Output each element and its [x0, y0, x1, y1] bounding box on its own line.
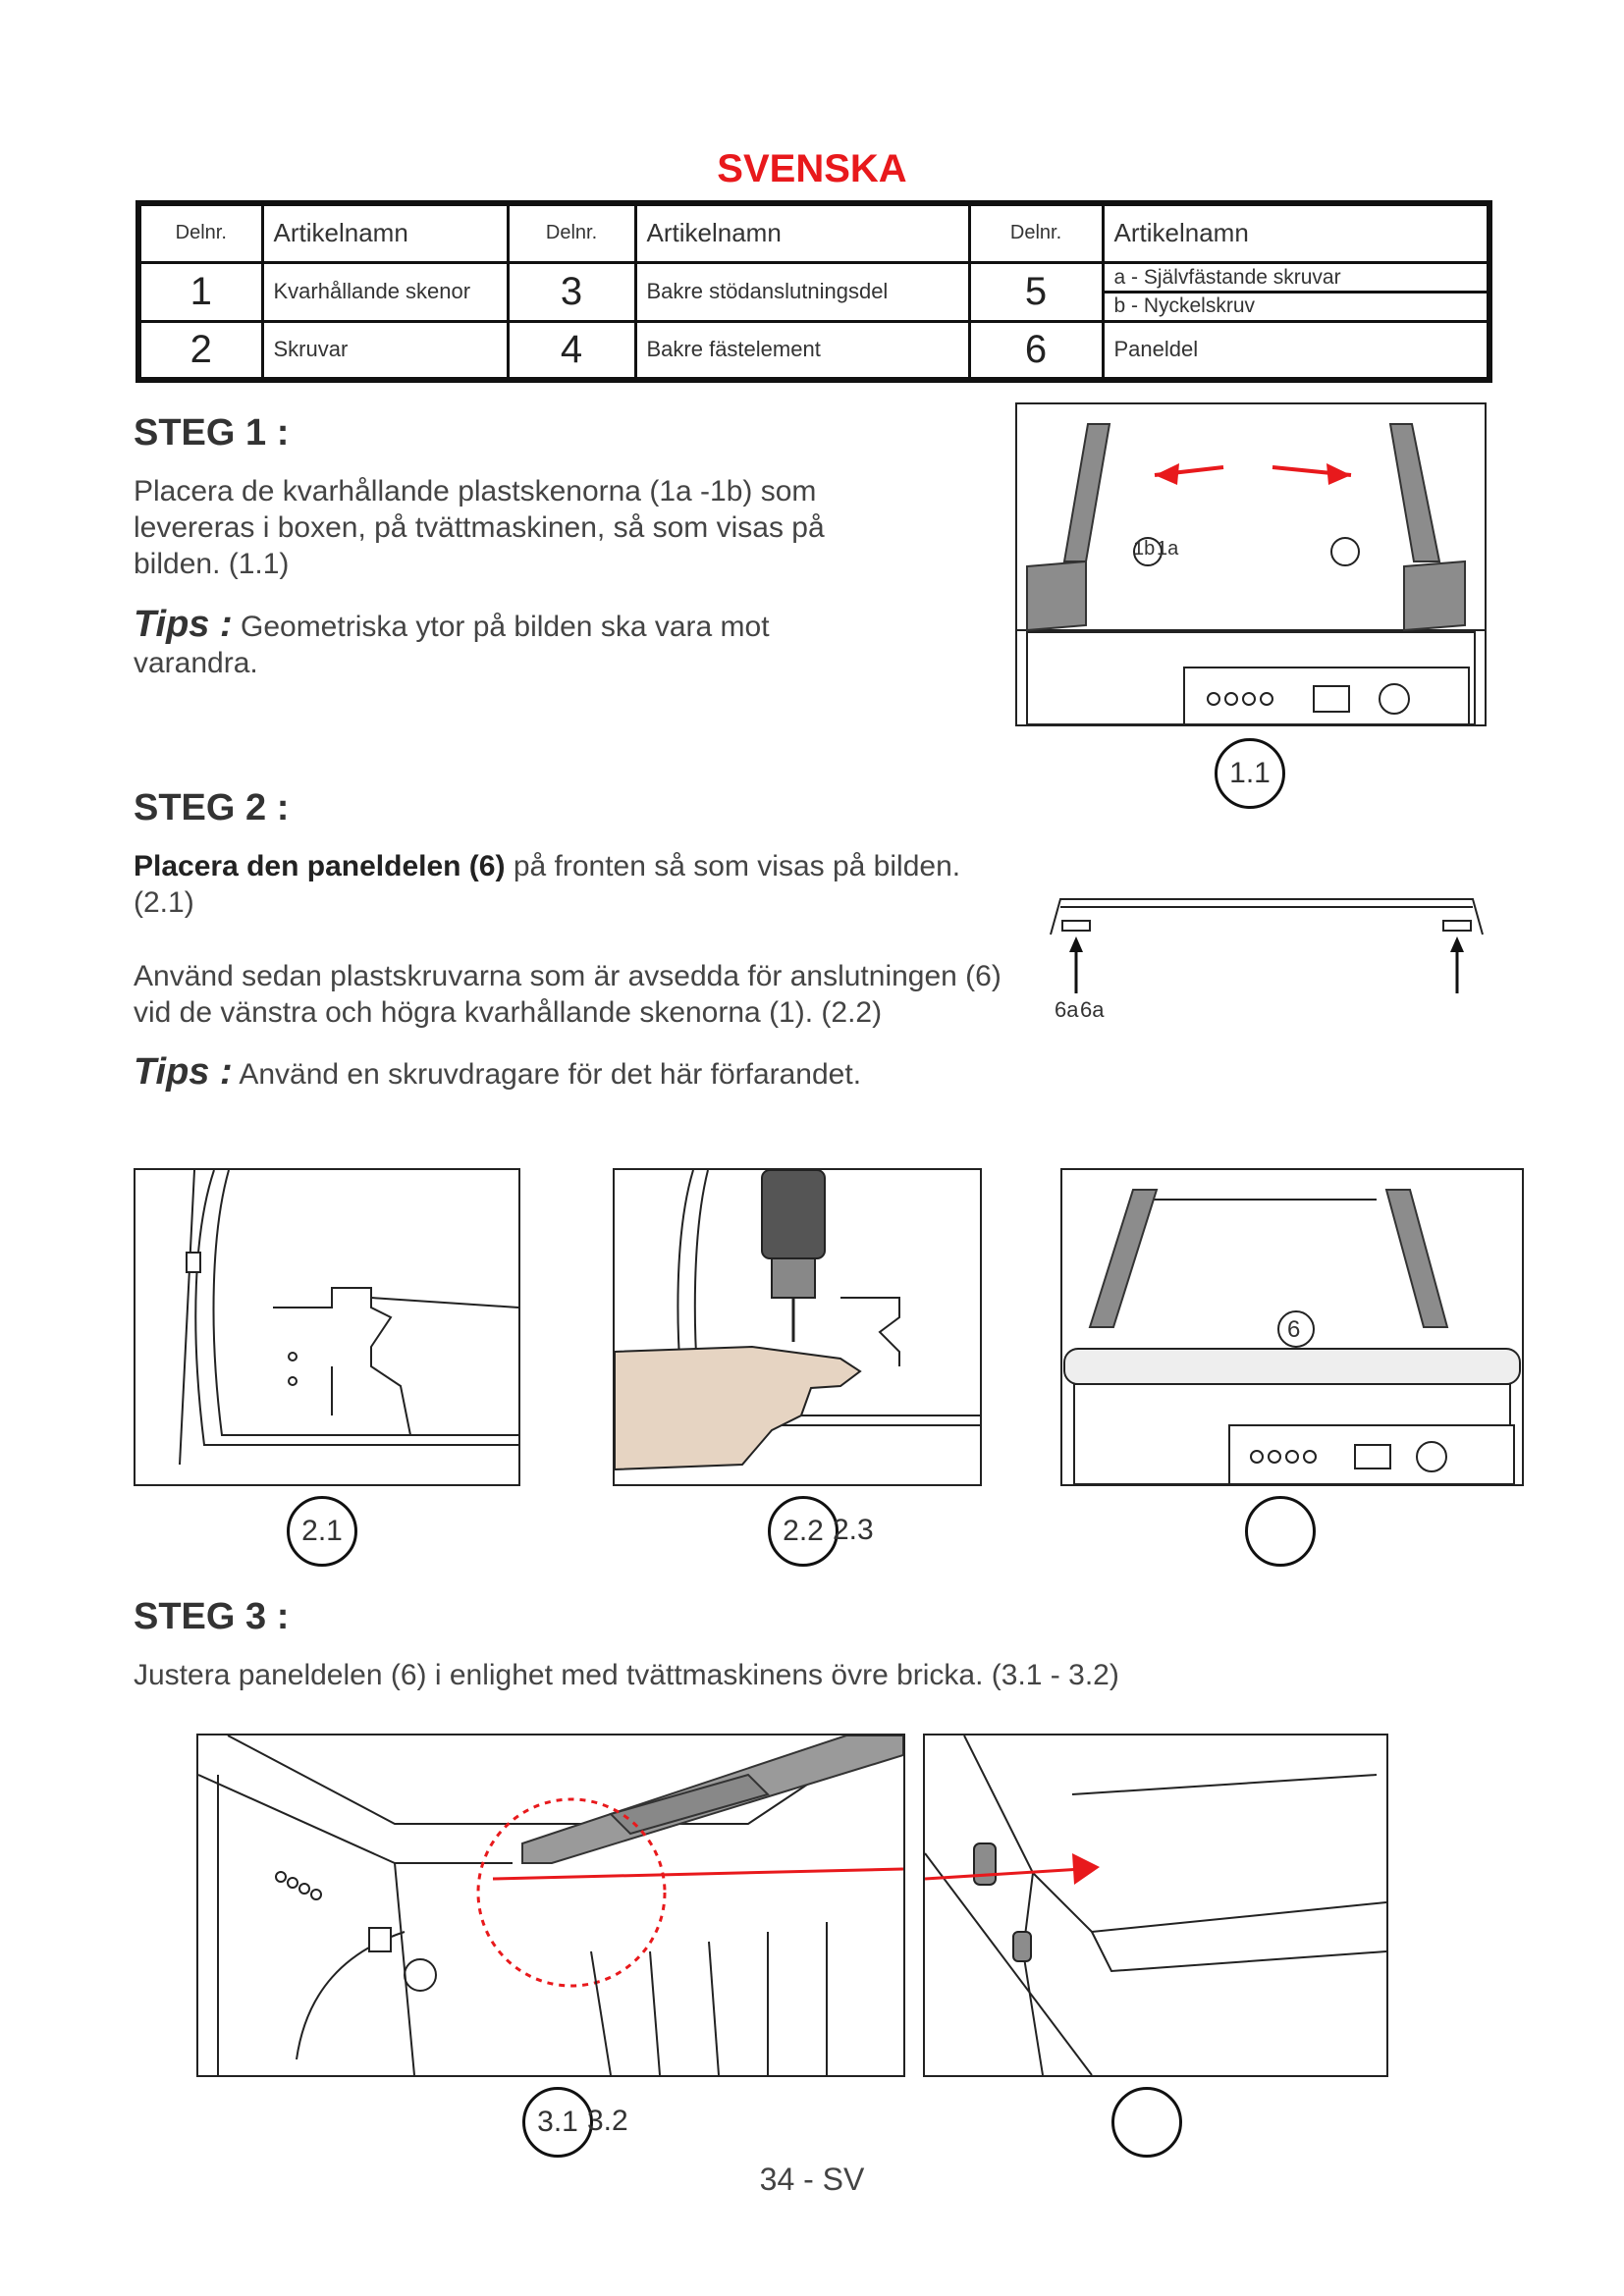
label-6a-left: 6a	[1055, 997, 1079, 1022]
page-title: SVENSKA	[717, 147, 907, 190]
header-delnr: Delnr.	[969, 203, 1103, 262]
step2-text-rest: på fronten så som visas på bilden.	[513, 850, 961, 882]
parts-table	[135, 200, 1492, 383]
part-name: Kvarhållande skenor	[262, 262, 508, 321]
callout-empty	[1245, 1496, 1316, 1567]
part-name: Skruvar	[262, 321, 508, 380]
part-number: 5	[969, 262, 1103, 321]
step2-ref: (2.1)	[134, 886, 194, 919]
step2-line: vid de vänstra och högra kvarhållande skenorna (1). (2.2)	[134, 996, 883, 1029]
part-number: 4	[508, 321, 635, 380]
tip-text: Använd en skruvdragare för det här förfarandet.	[239, 1058, 862, 1091]
label-1b: 1b	[1133, 538, 1156, 560]
part-number: 2	[138, 321, 262, 380]
part-name: Bakre stödanslutningsdel	[635, 262, 969, 321]
callout-2-1: 2.1	[287, 1496, 357, 1567]
table-row	[138, 262, 1489, 321]
callout-2-2: 2.2	[768, 1496, 839, 1567]
label-2-3: 2.3	[833, 1514, 874, 1546]
figure-1-1	[1015, 402, 1487, 726]
part-number: 3	[508, 262, 635, 321]
step1-line: Placera de kvarhållande plastskenorna (1a -1b) som	[134, 475, 817, 507]
header-delnr: Delnr.	[138, 203, 262, 262]
figure-2-1	[134, 1168, 520, 1486]
figure-3-2	[923, 1734, 1388, 2077]
step2-heading: STEG 2 :	[134, 787, 290, 828]
step2-text	[134, 848, 1017, 921]
page-footer: 34 - SV	[759, 2162, 865, 2197]
step2-tip	[134, 1051, 1056, 1093]
step1-heading: STEG 1 :	[134, 412, 290, 454]
part-name-b: b - Nyckelskruv	[1105, 291, 1488, 319]
tip-text: varandra.	[134, 647, 258, 679]
label-6a-right: 6a	[1080, 997, 1105, 1022]
washer-top-illustration	[1017, 404, 1485, 724]
panel-part-illustration	[1041, 883, 1492, 1001]
step2-line: Använd sedan plastskruvarna som är avsedda för anslutningen (6)	[134, 960, 1001, 992]
callout-empty	[1111, 2087, 1182, 2158]
rail-closeup-illustration	[135, 1170, 518, 1484]
step2-text2	[134, 958, 1056, 1031]
tip-label: Tips :	[134, 604, 233, 645]
step2-bold: Placera den paneldelen (6)	[134, 850, 506, 882]
part-number: 1	[138, 262, 262, 321]
callout-3-1: 3.1	[522, 2087, 593, 2158]
tip-label: Tips :	[134, 1051, 233, 1093]
washer-corner-illustration	[198, 1735, 903, 2075]
part-name-split	[1103, 262, 1489, 321]
header-delnr: Delnr.	[508, 203, 635, 262]
header-artikelnamn: Artikelnamn	[262, 203, 508, 262]
step1-line: levereras i boxen, på tvättmaskinen, så som visas på	[134, 511, 825, 544]
step1-line: bilden. (1.1)	[134, 548, 290, 580]
table-header-row	[138, 203, 1489, 262]
step3-heading: STEG 3 :	[134, 1596, 290, 1637]
step1-tip	[134, 604, 998, 681]
figure-panel-assembled	[1060, 1168, 1524, 1486]
figure-3-1	[196, 1734, 905, 2077]
part-number: 6	[969, 321, 1103, 380]
step1-text	[134, 473, 998, 582]
table-row	[138, 321, 1489, 380]
screwdriver-illustration	[615, 1170, 980, 1484]
header-artikelnamn: Artikelnamn	[635, 203, 969, 262]
label-part-6: 6	[1287, 1316, 1301, 1343]
part-name: Bakre fästelement	[635, 321, 969, 380]
header-artikelnamn: Artikelnamn	[1103, 203, 1489, 262]
callout-1-1: 1.1	[1215, 738, 1285, 809]
figure-2-2	[613, 1168, 982, 1486]
corner-detail-illustration	[925, 1735, 1386, 2075]
part-name: Paneldel	[1103, 321, 1489, 380]
label-3-2: 3.2	[587, 2105, 628, 2137]
tip-text: Geometriska ytor på bilden ska vara mot	[240, 611, 770, 643]
part-name-a: a - Självfästande skruvar	[1113, 265, 1341, 289]
label-1a: 1a	[1157, 538, 1179, 560]
step3-text: Justera paneldelen (6) i enlighet med tvättmaskinens övre bricka. (3.1 - 3.2)	[134, 1659, 1119, 1691]
